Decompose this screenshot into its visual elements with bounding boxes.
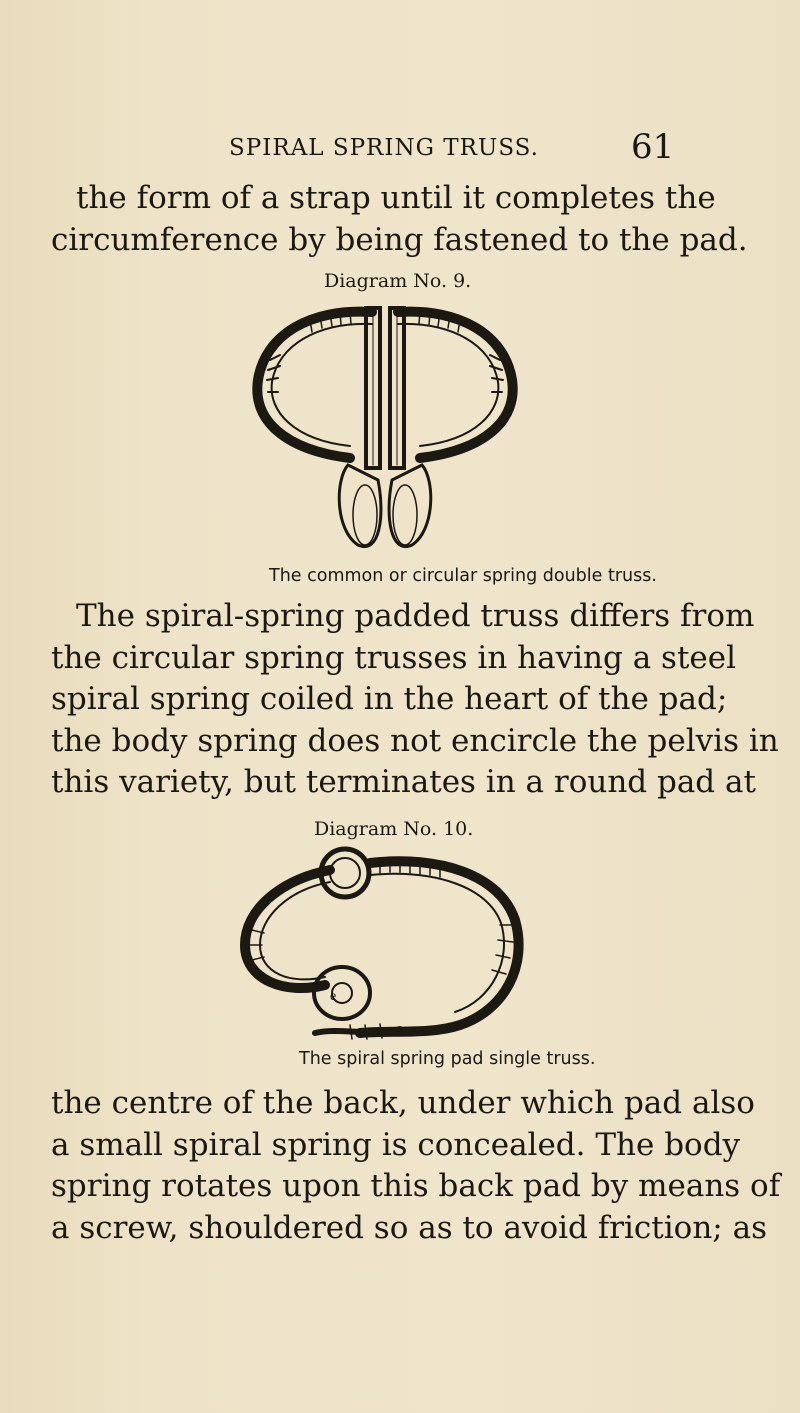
diagram-10-title: Diagram No. 10.	[314, 818, 474, 840]
diagram-10-illustration	[230, 845, 535, 1045]
running-title: SPIRAL SPRING TRUSS.	[229, 135, 539, 161]
diagram-10-caption: The spiral spring pad single truss.	[299, 1049, 596, 1069]
svg-text:e: e	[330, 989, 337, 1004]
text-line: the circular spring trusses in having a steel	[51, 640, 737, 676]
text-line: the body spring does not encircle the pelvis in	[51, 723, 779, 759]
text-line: circumference by being fastened to the pad.	[51, 222, 748, 258]
page-number: 61	[631, 127, 675, 167]
single-truss-drawing	[230, 845, 535, 1045]
diagram-9-title: Diagram No. 9.	[324, 270, 472, 292]
diagram-9-caption: The common or circular spring double truss.	[269, 566, 657, 586]
text-line: a screw, shouldered so as to avoid friction; as	[51, 1210, 767, 1246]
text-line: spiral spring coiled in the heart of the pad;	[51, 681, 728, 717]
running-head	[0, 127, 800, 173]
diagram-9-illustration	[240, 300, 530, 562]
text-line: spring rotates upon this back pad by means of	[51, 1168, 781, 1204]
double-truss-drawing	[240, 300, 530, 562]
text-line: the centre of the back, under which pad also	[51, 1085, 755, 1121]
text-line: The spiral-spring padded truss differs from	[76, 598, 755, 634]
text-line: a small spiral spring is concealed. The body	[51, 1127, 741, 1163]
text-line: this variety, but terminates in a round pad at	[51, 764, 756, 800]
text-line: the form of a strap until it completes the	[76, 180, 716, 216]
